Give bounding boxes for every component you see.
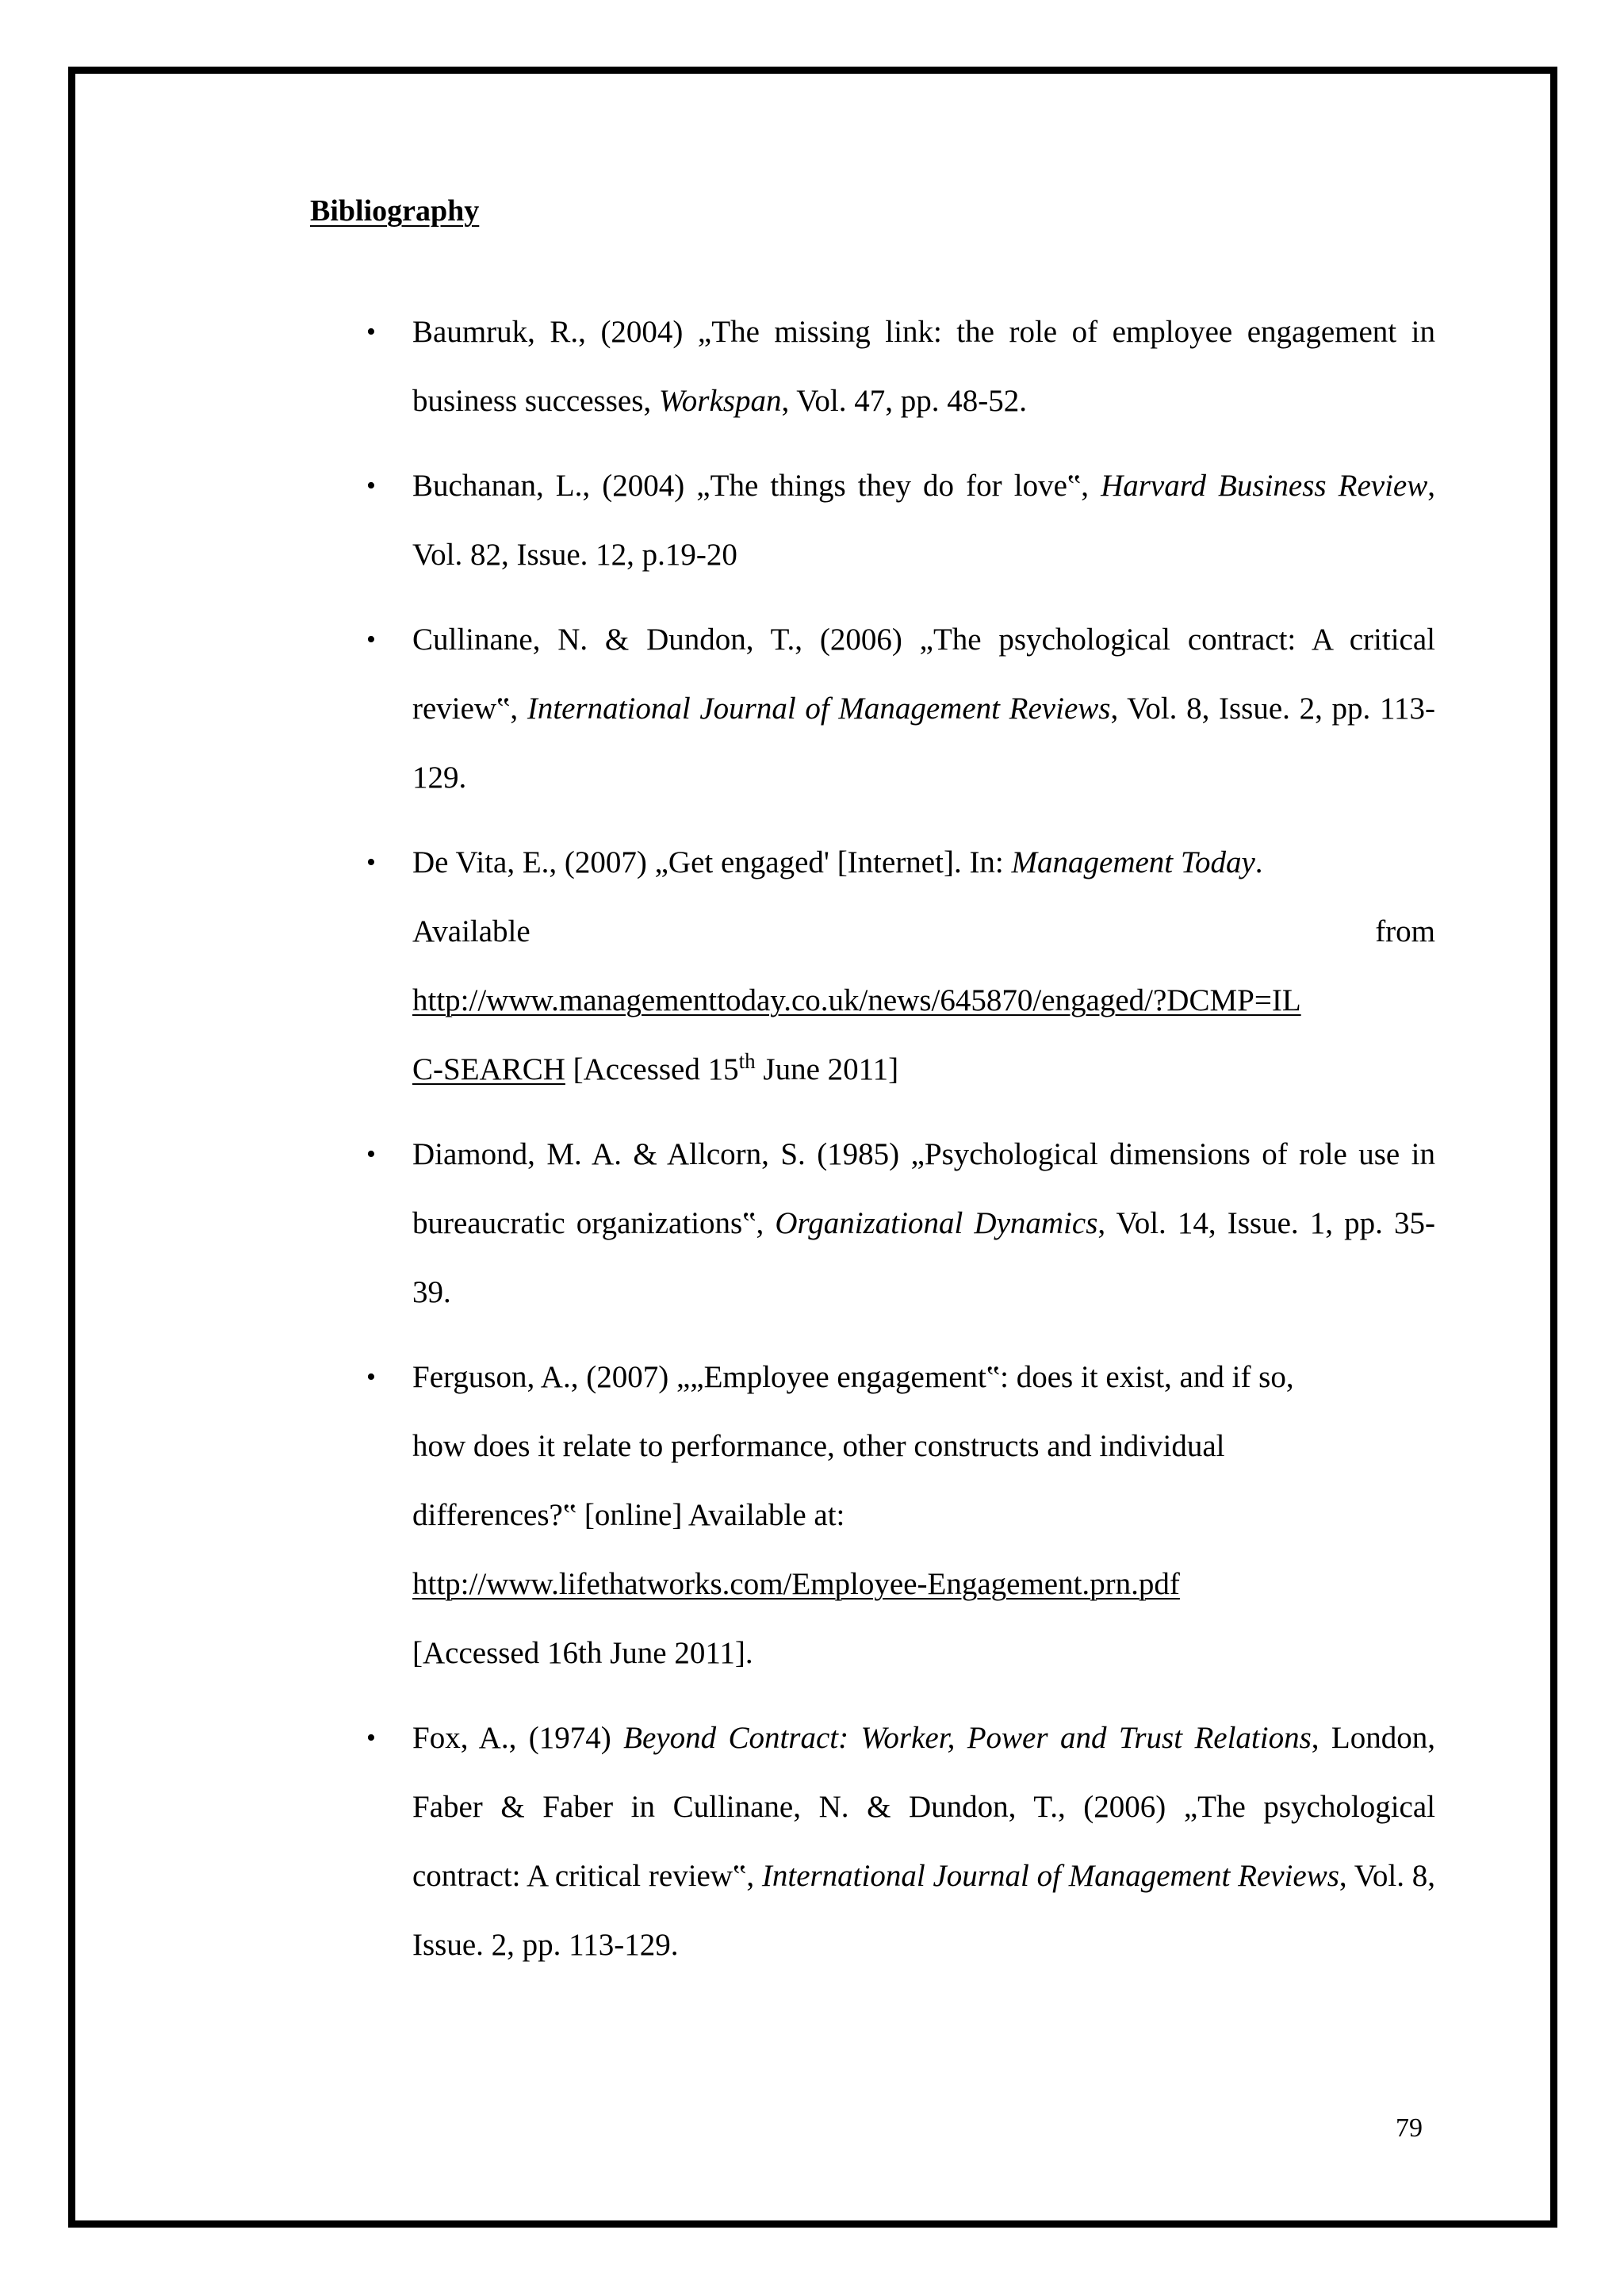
bullet-icon: • xyxy=(366,471,376,500)
bullet-icon: • xyxy=(366,1362,376,1392)
bib-entry-buchanan xyxy=(366,451,1436,589)
bullet-icon: • xyxy=(366,1140,376,1169)
entry-text: . xyxy=(1254,845,1263,879)
entry-text: , Vol. 47, pp. 48-52. xyxy=(781,384,1027,418)
entry-text: , Vol. 8, Issue. 2, pp. 113-129. xyxy=(412,692,1435,795)
url-line xyxy=(412,1550,1435,1619)
page-number: 79 xyxy=(1396,2113,1423,2143)
entry-text: June 2011] xyxy=(755,1052,899,1086)
entry-text: Available xyxy=(412,914,530,948)
entry-book-title: Beyond Contract: Worker, Power and Trust Relations xyxy=(623,1721,1312,1755)
bib-entry-baumruk xyxy=(366,297,1435,435)
bib-entry-cullinane xyxy=(366,605,1435,812)
entry-journal: Organizational Dynamics xyxy=(775,1206,1098,1240)
entry-text: , Vol. 8, Issue. 2, pp. 113-129. xyxy=(412,1859,1435,1962)
bullet-icon: • xyxy=(366,625,376,654)
superscript: th xyxy=(738,1049,756,1073)
entry-url-link[interactable]: http://www.lifethatworks.com/Employee-Engagement.prn.pdf xyxy=(412,1567,1180,1601)
entry-line: how does it relate to performance, other constructs and individual xyxy=(412,1429,1225,1463)
available-from-line xyxy=(412,897,1435,966)
entry-text: De Vita, E., (2007) „Get engaged' [Internet]. In: xyxy=(412,845,1012,879)
entry-journal: Harvard Business Review xyxy=(1101,469,1428,503)
entry-text: , London, Faber & Faber in Cullinane, N. & Dundon, T., (2006) „The psychological contract: A critical review‟, xyxy=(412,1721,1435,1893)
bib-entry-diamond xyxy=(366,1120,1435,1327)
entry-line: [Accessed 16th June 2011]. xyxy=(412,1636,753,1670)
bib-entry-ferguson xyxy=(366,1343,1435,1688)
entry-url-link[interactable]: http://www.managementtoday.co.uk/news/645870/engaged/?DCMP=IL xyxy=(412,983,1301,1017)
bullet-icon: • xyxy=(366,1723,376,1753)
bibliography-list xyxy=(366,297,1436,1995)
entry-text: Baumruk, R., (2004) „The missing link: the role of employee engagement in business successes, xyxy=(412,315,1435,418)
entry-text: from xyxy=(1375,914,1435,948)
entry-text: Cullinane, N. & Dundon, T., (2006) „The psychological contract: A critical review‟, xyxy=(412,623,1435,726)
entry-text: , Vol. 82, Issue. 12, p.19-20 xyxy=(412,469,1436,572)
entry-line: differences?‟ [online] Available at: xyxy=(412,1498,845,1532)
url-line xyxy=(412,966,1435,1035)
accessed-line xyxy=(412,1035,1435,1104)
entry-text: , Vol. 14, Issue. 1, pp. 35-39. xyxy=(412,1206,1435,1309)
bib-entry-fox xyxy=(366,1703,1435,1979)
entry-text: Diamond, M. A. & Allcorn, S. (1985) „Psychological dimensions of role use in bureaucratic organizations‟, xyxy=(412,1137,1435,1240)
bullet-icon: • xyxy=(366,317,376,347)
entry-text: [Accessed 15 xyxy=(565,1052,739,1086)
entry-journal: Workspan xyxy=(658,384,782,418)
entry-url-link[interactable]: C-SEARCH xyxy=(412,1052,565,1086)
entry-journal: International Journal of Management Reviews xyxy=(761,1859,1339,1893)
entry-text: Fox, A., (1974) xyxy=(412,1721,624,1755)
entry-text: Buchanan, L., (2004) „The things they do for love‟, xyxy=(412,469,1101,503)
bullet-icon: • xyxy=(366,848,376,877)
entry-journal: International Journal of Management Reviews xyxy=(527,692,1111,726)
entry-journal: Management Today xyxy=(1011,845,1255,879)
bib-entry-devita xyxy=(366,828,1435,1104)
entry-line: Ferguson, A., (2007) „„Employee engagement‟: does it exist, and if so, xyxy=(412,1360,1294,1394)
page-heading: Bibliography xyxy=(310,194,480,228)
